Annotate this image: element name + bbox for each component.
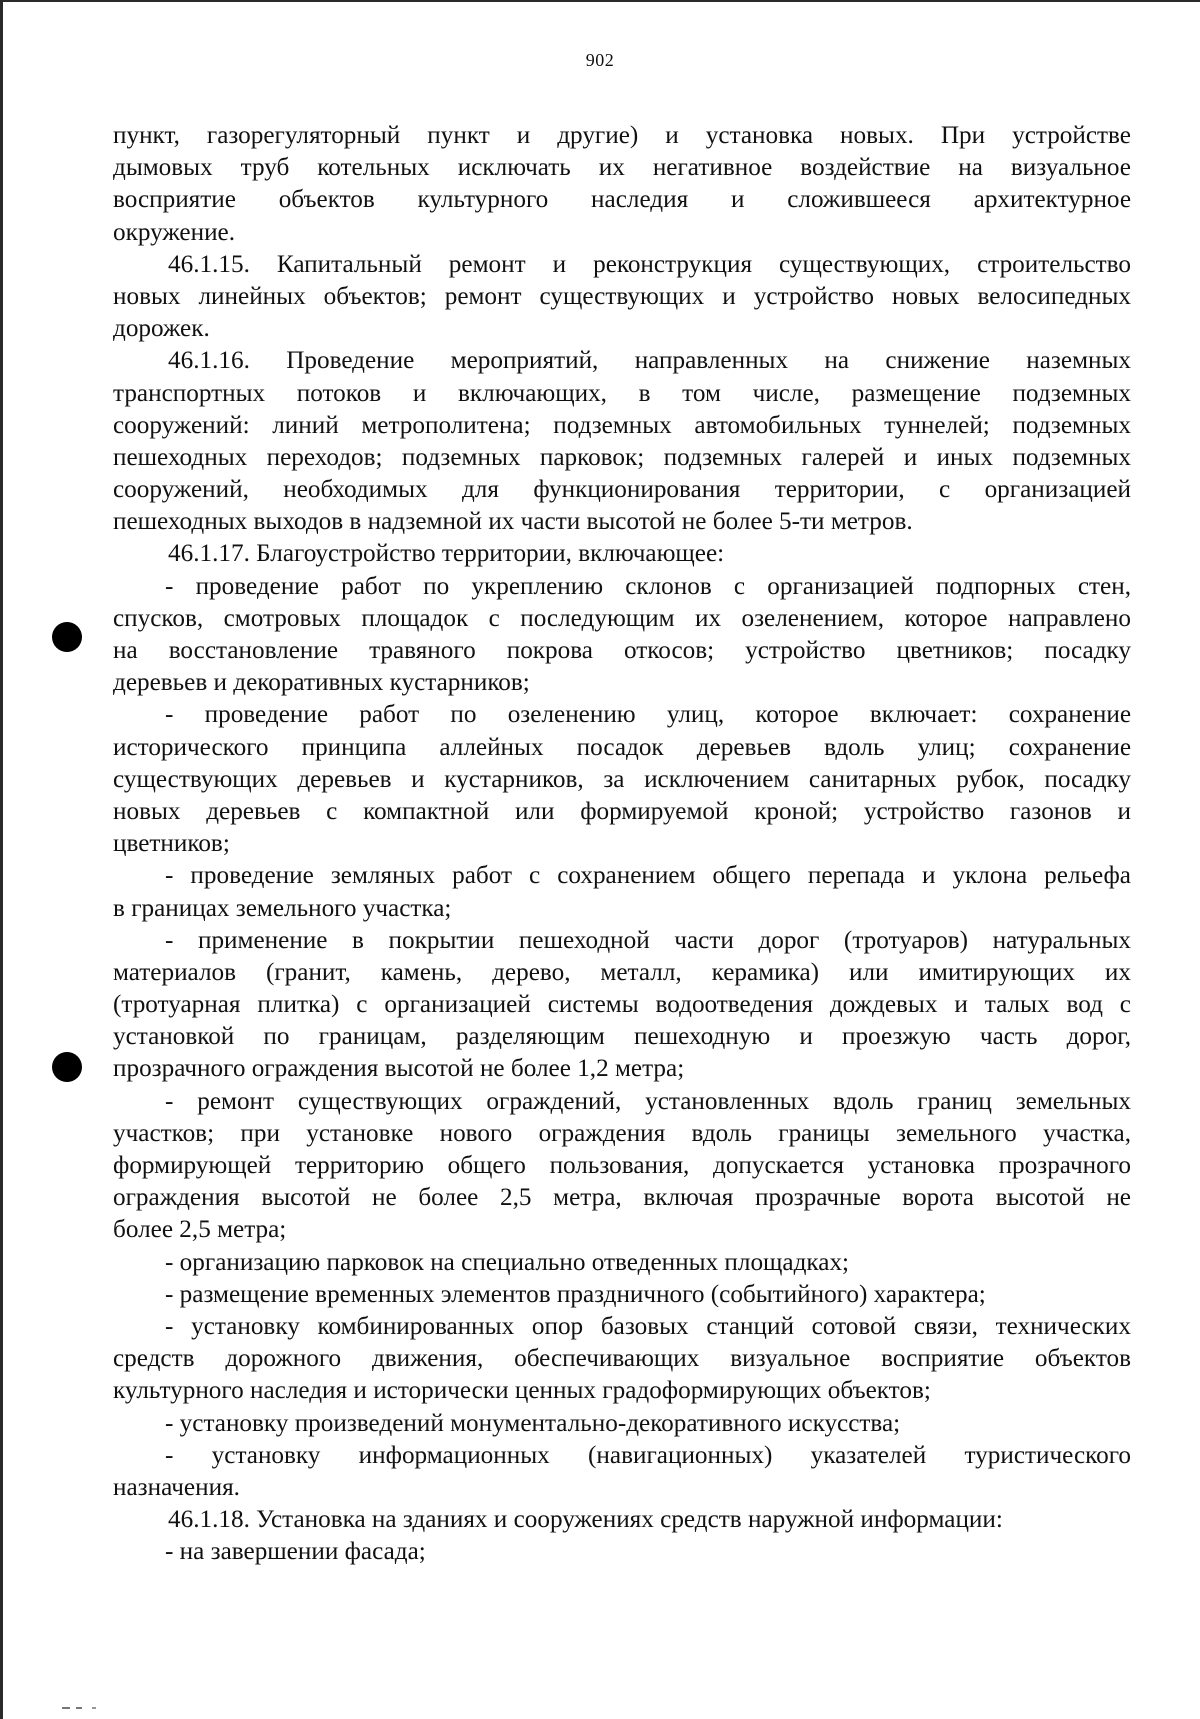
list-item-first-line: - проведение работ по озеленению улиц, которое включает: сохранение	[165, 701, 1131, 729]
text-line: окружение.	[113, 218, 236, 246]
text-line: существующих деревьев и кустарников, за исключением санитарных рубок, посадку	[113, 765, 1131, 793]
text-line: участков; при установке нового ограждения вдоль границы земельного участка,	[113, 1119, 1131, 1147]
punch-hole-mark	[52, 1052, 82, 1082]
text-line: пешеходных переходов; подземных парковок; подземных галерей и иных подземных	[113, 443, 1131, 471]
text-line: сооружений: линий метрополитена; подземных автомобильных туннелей; подземных	[113, 411, 1131, 439]
page-number: 902	[585, 50, 615, 70]
scan-artifact	[62, 1707, 122, 1709]
text-line: установкой по границам, разделяющим пешеходную и проезжую часть дорог,	[113, 1023, 1131, 1051]
text-line: в границах земельного участка;	[113, 894, 452, 922]
list-item-first-line: - организацию парковок на специально отведенных площадках;	[165, 1248, 850, 1276]
text-line: исторического принципа аллейных посадок деревьев вдоль улиц; сохранение	[113, 733, 1131, 761]
text-line: дымовых труб котельных исключать их негативное воздействие на визуальное	[113, 154, 1131, 182]
paragraph-first-line: 46.1.17. Благоустройство территории, включающее:	[168, 540, 725, 568]
text-line: новых деревьев с компактной или формируемой кроной; устройство газонов и	[113, 797, 1131, 825]
paragraph-first-line: 46.1.15. Капитальный ремонт и реконструкция существующих, строительство	[168, 250, 1131, 278]
punch-hole-mark	[52, 622, 82, 652]
text-line: (тротуарная плитка) с организацией системы водоотведения дождевых и талых вод с	[113, 991, 1131, 1019]
text-line: назначения.	[113, 1473, 240, 1501]
text-line: восприятие объектов культурного наследия и сложившееся архитектурное	[113, 186, 1131, 214]
text-line: деревьев и декоративных кустарников;	[113, 669, 530, 697]
text-line: прозрачного ограждения высотой не более 1,2 метра;	[113, 1055, 685, 1083]
text-line: транспортных потоков и включающих, в том числе, размещение подземных	[113, 379, 1131, 407]
document-body	[113, 120, 1131, 1568]
list-item-first-line: - ремонт существующих ограждений, установленных вдоль границ земельных	[165, 1087, 1131, 1115]
list-item-first-line: - проведение работ по укреплению склонов с организацией подпорных стен,	[165, 572, 1131, 600]
text-line: дорожек.	[113, 315, 210, 343]
text-line: средств дорожного движения, обеспечивающих визуальное восприятие объектов	[113, 1345, 1131, 1373]
paragraph-first-line: 46.1.18. Установка на зданиях и сооружениях средств наружной информации:	[168, 1506, 1003, 1534]
list-item-first-line: - проведение земляных работ с сохранением общего перепада и уклона рельефа	[165, 862, 1131, 890]
text-line: новых линейных объектов; ремонт существующих и устройство новых велосипедных	[113, 282, 1131, 310]
paragraph-first-line: 46.1.16. Проведение мероприятий, направленных на снижение наземных	[168, 347, 1131, 375]
list-item-first-line: - применение в покрытии пешеходной части дорог (тротуаров) натуральных	[165, 926, 1131, 954]
list-item-first-line: - размещение временных элементов праздничного (событийного) характера;	[165, 1280, 986, 1308]
text-line: культурного наследия и исторически ценных градоформирующих объектов;	[113, 1377, 931, 1405]
list-item-first-line: - на завершении фасада;	[165, 1538, 426, 1566]
text-line: цветников;	[113, 830, 230, 858]
text-line: на восстановление травяного покрова откосов; устройство цветников; посадку	[113, 637, 1131, 664]
text-line: пешеходных выходов в надземной их части высотой не более 5-ти метров.	[113, 508, 913, 536]
text-line: сооружений, необходимых для функционирования территории, с организацией	[113, 476, 1131, 504]
text-line: ограждения высотой не более 2,5 метра, включая прозрачные ворота высотой не	[113, 1184, 1131, 1212]
text-line: материалов (гранит, камень, дерево, металл, керамика) или имитирующих их	[113, 958, 1131, 986]
list-item-first-line: - установку информационных (навигационных) указателей туристического	[165, 1441, 1131, 1469]
text-line: более 2,5 метра;	[113, 1216, 287, 1244]
text-line: пункт, газорегуляторный пункт и другие) и установка новых. При устройстве	[113, 122, 1131, 149]
text-line: спусков, смотровых площадок с последующим их озеленением, которое направлено	[113, 604, 1131, 632]
text-line: формирующей территорию общего пользования, допускается установка прозрачного	[113, 1152, 1131, 1179]
list-item-first-line: - установку комбинированных опор базовых станций сотовой связи, технических	[165, 1312, 1131, 1340]
list-item-first-line: - установку произведений монументально-декоративного искусства;	[165, 1409, 901, 1437]
